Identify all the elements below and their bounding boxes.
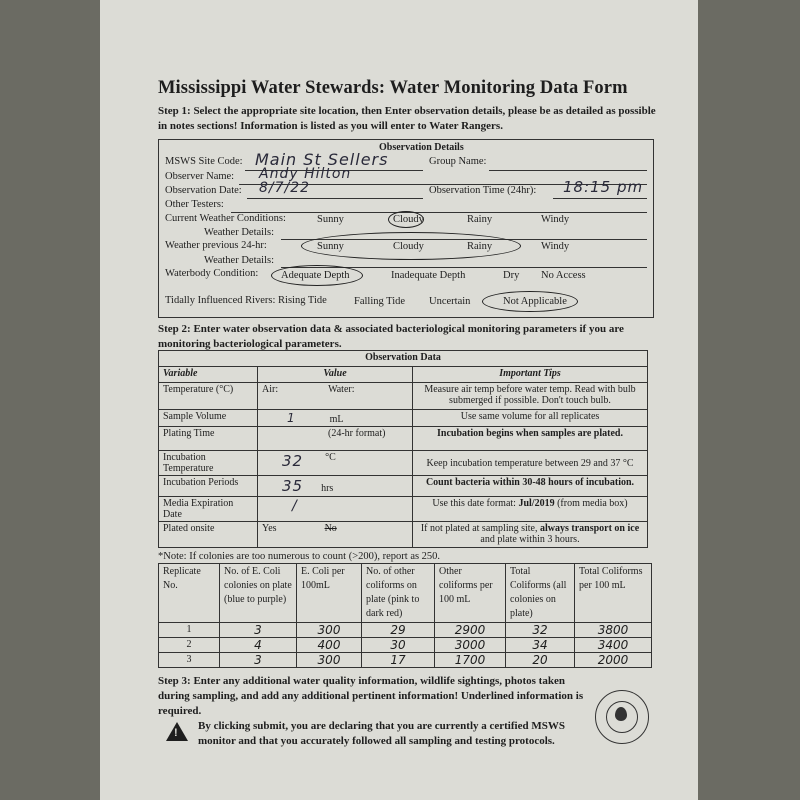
header-total-coliforms: Total Coliforms (all colonies on plate) [506, 564, 575, 623]
replicate-number: 2 [159, 638, 220, 653]
total-per-100ml-cell[interactable]: 2000 [575, 653, 652, 668]
current-weather-windy[interactable]: Windy [541, 214, 570, 225]
other-per-100ml-cell[interactable]: 3000 [435, 638, 506, 653]
incubation-periods-unit: hrs [321, 483, 334, 494]
observation-data-table [158, 350, 648, 548]
observation-data-header: Observation Data [159, 351, 648, 367]
other-coliforms-cell[interactable]: 17 [362, 653, 435, 668]
media-expiration-value[interactable] [258, 497, 413, 522]
table-row [159, 653, 652, 668]
table-row [159, 638, 652, 653]
row-incubation-periods-label: Incubation Periods [159, 476, 258, 497]
row-plating-time-label: Plating Time [159, 427, 258, 451]
previous-weather-label: Weather previous 24-hr: [165, 240, 267, 251]
certification-disclaimer: By clicking submit, you are declaring that you are currently a certified MSWS monitor and that you accurately followed all sampling and testing protocols. [198, 720, 565, 747]
header-ecoli-colonies: No. of E. Coli colonies on plate (blue to purple) [220, 564, 297, 623]
other-testers-label: Other Testers: [165, 199, 224, 210]
ecoli-colonies-cell[interactable]: 3 [220, 653, 297, 668]
observation-details-box [158, 139, 654, 318]
selected-circle-mark [301, 232, 521, 260]
total-coliforms-cell[interactable]: 20 [506, 653, 575, 668]
observer-name-value[interactable]: Andy Hilton [259, 166, 352, 182]
observation-date-label: Observation Date: [165, 185, 242, 196]
plated-onsite-no[interactable]: No [324, 523, 337, 534]
waterbody-condition-label: Waterbody Condition: [165, 268, 259, 279]
row-plated-onsite-label: Plated onsite [159, 522, 258, 548]
step1-instructions: Step 1: Select the appropriate site location, then Enter observation details, please be as detailed as possible in notes sections! Information is listed as you will enter to Water Rangers. [158, 105, 656, 132]
row-temperature-label: Temperature (°C) [159, 383, 258, 410]
ecoli-colonies-cell[interactable]: 3 [220, 623, 297, 638]
plating-time-value[interactable] [258, 427, 413, 451]
previous-weather-windy[interactable]: Windy [541, 241, 570, 252]
observation-time-value[interactable]: 18:15 pm [563, 178, 644, 196]
replicate-number: 1 [159, 623, 220, 638]
row-sample-volume-label: Sample Volume [159, 410, 258, 427]
plated-onsite-yes[interactable]: Yes [262, 523, 277, 534]
media-expiration-tip-text: Use this date format: [432, 498, 519, 509]
form-title: Mississippi Water Stewards: Water Monitoring Data Form [158, 78, 628, 98]
total-per-100ml-cell[interactable]: 3800 [575, 623, 652, 638]
row-media-expiration-label: Media Expiration Date [159, 497, 258, 522]
media-expiration-tip-tail: (from media box) [554, 498, 628, 509]
col-variable: Variable [159, 367, 258, 383]
header-ecoli-per-100ml: E. Coli per 100mL [297, 564, 362, 623]
ecoli-per-100ml-cell[interactable]: 400 [297, 638, 362, 653]
msws-seal-logo [595, 690, 649, 744]
step3-instructions: Step 3: Enter any additional water quality information, wildlife sightings, photos taken during sampling, and add any additional pertinent information! Underlined information is required. [158, 675, 584, 717]
sample-volume-input: 1 [287, 411, 296, 425]
selected-circle-mark [388, 211, 424, 228]
previous-weather-cloudy[interactable]: Cloudy [393, 241, 424, 252]
temperature-tip: Measure air temp before water temp. Read with bulb submerged if possible. Don't touch bulb. [413, 383, 648, 410]
observer-name-label: Observer Name: [165, 171, 235, 182]
tidal-rising-tide[interactable]: Tidally Influenced Rivers: Rising Tide [165, 295, 327, 306]
media-expiration-tip [413, 497, 648, 522]
current-weather-sunny[interactable]: Sunny [317, 214, 344, 225]
current-weather-cloudy[interactable]: Cloudy [393, 214, 424, 225]
previous-weather-details-label: Weather Details: [204, 255, 274, 266]
incubation-temp-tip: Keep incubation temperature between 29 and 37 °C [413, 451, 648, 476]
ecoli-per-100ml-cell[interactable]: 300 [297, 623, 362, 638]
incubation-temp-unit: °C [325, 452, 336, 463]
step2-instructions: Step 2: Enter water observation data & associated bacteriological monitoring parameters if you are monitoring bacteriological parameters. [158, 323, 624, 350]
temperature-value[interactable] [258, 383, 413, 410]
row-incubation-temp-label: Incubation Temperature [159, 451, 258, 476]
current-weather-label: Current Weather Conditions: [165, 213, 286, 224]
observation-time-label: Observation Time (24hr): [429, 185, 537, 196]
incubation-periods-input: 35 [282, 477, 304, 495]
plating-time-format: (24-hr format) [328, 428, 386, 439]
incubation-temp-input: 32 [282, 452, 304, 470]
warning-icon: ! [166, 722, 188, 741]
col-value: Value [258, 367, 413, 383]
selected-circle-mark [482, 291, 578, 312]
previous-weather-sunny[interactable]: Sunny [317, 241, 344, 252]
other-per-100ml-cell[interactable]: 1700 [435, 653, 506, 668]
ecoli-colonies-cell[interactable]: 4 [220, 638, 297, 653]
plated-onsite-tip-tail: and plate within 3 hours. [480, 534, 580, 545]
ecoli-per-100ml-cell[interactable]: 300 [297, 653, 362, 668]
selected-circle-mark [271, 265, 363, 286]
sample-volume-tip: Use same volume for all replicates [413, 410, 648, 427]
waterbody-dry[interactable]: Dry [503, 270, 520, 281]
incubation-temp-value[interactable] [258, 451, 413, 476]
plated-onsite-tip-text: If not plated at sampling site, [420, 523, 540, 534]
replicate-number: 3 [159, 653, 220, 668]
other-coliforms-cell[interactable]: 30 [362, 638, 435, 653]
plated-onsite-tip [413, 522, 648, 548]
form-page [100, 0, 698, 800]
incubation-periods-value[interactable] [258, 476, 413, 497]
plated-onsite-tip-bold: always transport on ice [539, 523, 640, 534]
tidal-uncertain[interactable]: Uncertain [429, 296, 471, 307]
waterbody-inadequate-depth[interactable]: Inadequate Depth [391, 270, 466, 281]
sample-volume-value[interactable] [258, 410, 413, 427]
group-name-label: Group Name: [429, 156, 487, 167]
total-coliforms-cell[interactable]: 32 [506, 623, 575, 638]
header-other-per-100ml: Other coliforms per 100 mL [435, 564, 506, 623]
table-row [159, 623, 652, 638]
site-code-value[interactable]: Main St Sellers [255, 150, 389, 169]
tidal-falling-tide[interactable]: Falling Tide [354, 296, 406, 307]
replicate-table [158, 563, 652, 668]
observation-details-header: Observation Details [379, 142, 464, 153]
other-coliforms-cell[interactable]: 29 [362, 623, 435, 638]
colonies-note: *Note: If colonies are too numerous to count (>200), report as 250. [158, 551, 441, 562]
tidal-not-applicable[interactable]: Not Applicable [503, 296, 567, 307]
waterbody-adequate-depth[interactable]: Adequate Depth [281, 270, 350, 281]
air-label: Air: [262, 384, 279, 395]
site-code-label: MSWS Site Code: [165, 156, 243, 167]
header-total-per-100ml: Total Coliforms per 100 mL [575, 564, 652, 623]
observation-date-value[interactable]: 8/7/22 [259, 180, 311, 196]
plating-time-tip: Incubation begins when samples are plated. [413, 427, 648, 451]
total-per-100ml-cell[interactable]: 3400 [575, 638, 652, 653]
plated-onsite-value[interactable] [258, 522, 413, 548]
current-weather-rainy[interactable]: Rainy [467, 214, 493, 225]
water-label: Water: [328, 384, 355, 395]
other-per-100ml-cell[interactable]: 2900 [435, 623, 506, 638]
current-weather-details-label: Weather Details: [204, 227, 274, 238]
header-other-coliforms: No. of other coliforms on plate (pink to dark red) [362, 564, 435, 623]
media-expiration-input: / [292, 498, 298, 514]
media-expiration-tip-format: Jul/2019 [518, 498, 555, 509]
incubation-periods-tip: Count bacteria within 30-48 hours of incubation. [413, 476, 648, 497]
waterbody-no-access[interactable]: No Access [541, 270, 586, 281]
col-tips: Important Tips [413, 367, 648, 383]
header-replicate-no: Replicate No. [159, 564, 220, 623]
sample-volume-unit: mL [329, 414, 344, 425]
previous-weather-rainy[interactable]: Rainy [467, 241, 493, 252]
total-coliforms-cell[interactable]: 34 [506, 638, 575, 653]
